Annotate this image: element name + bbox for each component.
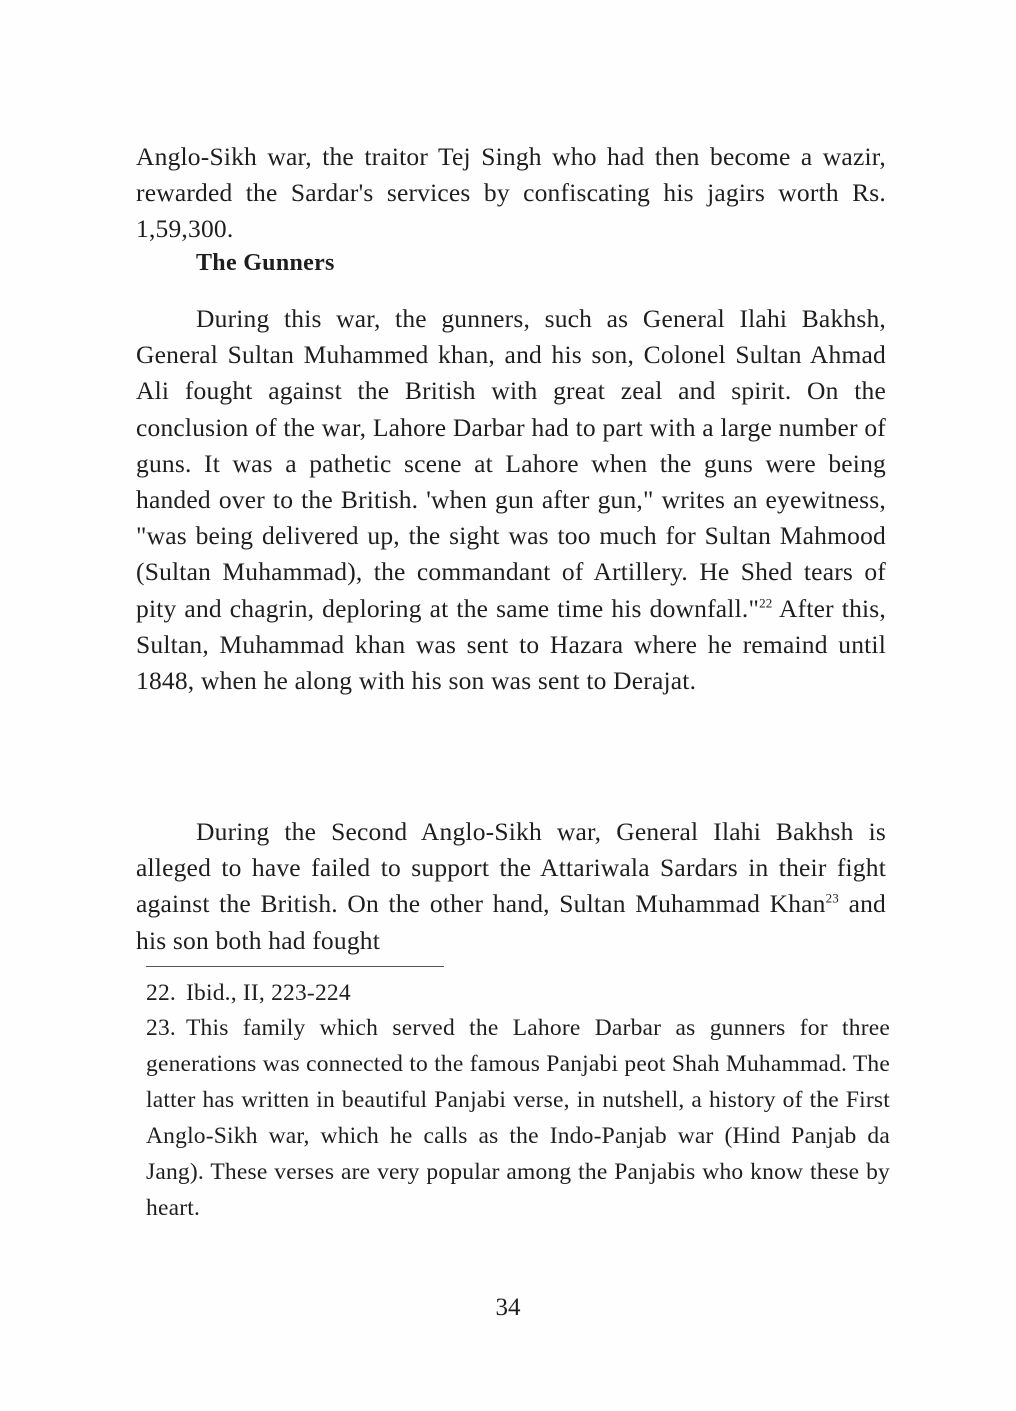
footnote-ref-23: 23 [825,890,840,906]
paragraph-2-text: During this war, the gunners, such as General Ilahi Bakhsh, General Sultan Muhammed khan, and his son, Colonel Sultan Ahmad Ali fought against the British with great zeal and spirit. On the conclusion of the war, Lahore Darbar had to part with a large number of guns. It was a pathetic scene at Lahore when the guns were being handed over to the British. 'when gun after gun," writes an eyewitness, "was being delivered up, the sight was too much for Sultan Mahmood (Sultan Muhammad), the commandant of Artillery. He Shed tears of pity and chagrin, deploring at the same time his downfall." [136,304,886,623]
footnote-ref-22: 22 [759,595,773,611]
paragraph-2-tail: After this, Sultan, Muhammad khan was sent to Hazara where he remaind until 1848, when he along with his son was sent to Derajat. [136,593,886,696]
footnote-text: This family which served the Lahore Darbar as gunners for three generations was connected to the famous Panjabi peot Shah Muhammad. The latter has written in beautiful Panjabi verse, in nutshell, a history of the First Anglo-Sikh war, which he calls as the Indo-Panjab war (Hind Panjab da Jang). These verses are very popular among the Panjabis who know these by heart. [146,1015,890,1221]
footnote-23 [146,1010,890,1226]
paragraph-continuation [136,139,886,248]
footnote-22 [146,975,890,1011]
section-heading: The Gunners [196,250,335,276]
paragraph-2 [136,301,886,699]
footnote-number: 23. [146,1015,176,1041]
paragraph-3-tail: and his son both had fought [136,889,886,955]
footnote-divider [146,966,444,967]
paragraph-1: Anglo-Sikh war, the traitor Tej Singh who had then become a wazir, rewarded the Sardar's services by confiscating his jagirs worth Rs. 1,59,300. [136,142,886,244]
page-number: 34 [495,1294,521,1321]
paragraph-3 [136,814,886,959]
paragraph-3-text: During the Second Anglo-Sikh war, General Ilahi Bakhsh is alleged to have failed to support the Attariwala Sardars in their fight against the British. On the other hand, Sultan Muhammad Khan [136,817,886,919]
footnote-number: 22. [146,980,176,1006]
footnote-text: Ibid., II, 223-224 [186,980,351,1006]
paragraph-gunners-block [136,301,886,699]
paragraph-second-war-block [136,814,886,959]
